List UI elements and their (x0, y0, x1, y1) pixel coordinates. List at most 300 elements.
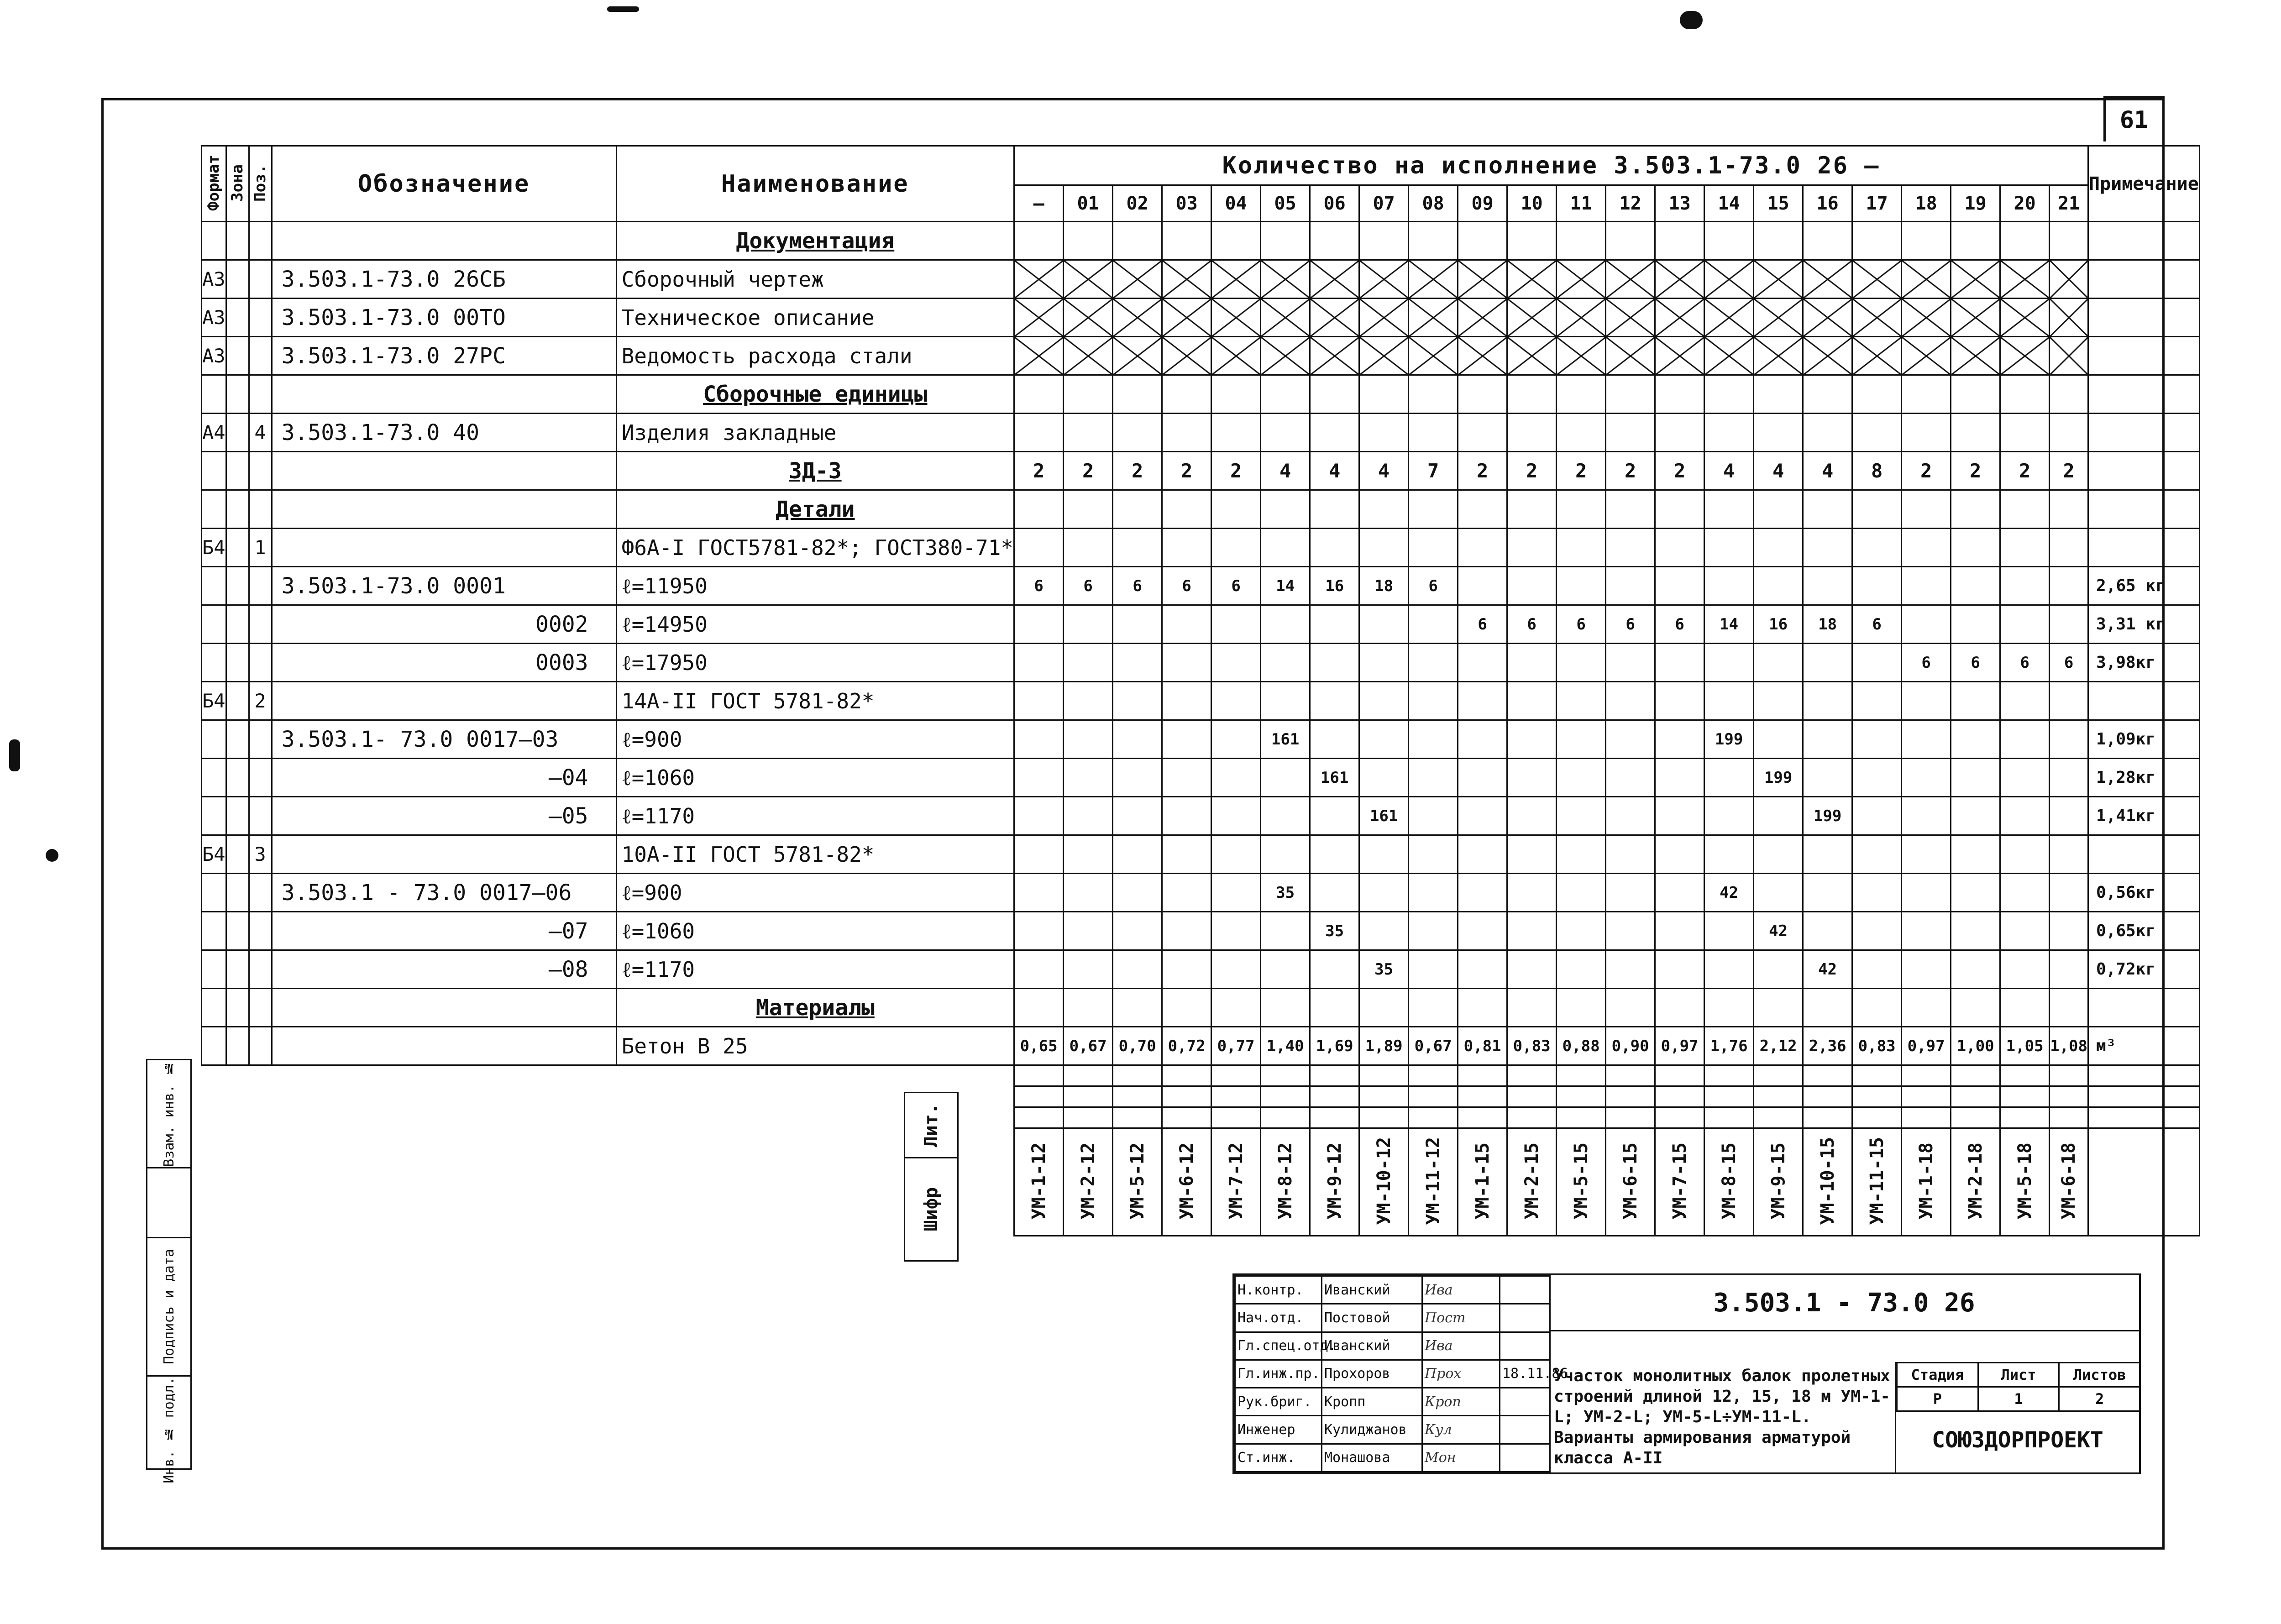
signature-mark: Пост (1422, 1304, 1500, 1332)
qty-cell (1704, 222, 1754, 260)
qty-cell (2050, 605, 2088, 644)
sheet-value: 1 (1978, 1387, 2059, 1411)
qty-cell (1310, 375, 1359, 414)
zone-cell (226, 337, 249, 375)
note-cell: 2,65 кг (2088, 567, 2200, 605)
format-cell (202, 720, 226, 759)
qty-cell: 6 (1064, 567, 1113, 605)
table-row (202, 529, 2200, 567)
signature-date (1500, 1276, 1550, 1304)
qty-cell (1606, 490, 1655, 529)
lit-cell (2050, 1065, 2088, 1086)
qty-cell (1803, 529, 1852, 567)
qty-cell (1852, 797, 1902, 835)
lit-cell (1064, 1107, 1113, 1128)
qty-cell (1606, 299, 1655, 337)
variant-header: 07 (1359, 185, 1409, 222)
scan-mark (9, 739, 20, 771)
signature-name: Монашова (1322, 1444, 1422, 1472)
qty-cell (1261, 375, 1310, 414)
signature-role: Н.контр. (1235, 1276, 1322, 1304)
qty-cell (1507, 720, 1557, 759)
qty-cell (1606, 720, 1655, 759)
note-cell: 3,98кг (2088, 644, 2200, 682)
table-row (202, 337, 2200, 375)
qty-cell (1803, 222, 1852, 260)
lit-cell (1704, 1107, 1754, 1128)
qty-cell (1261, 759, 1310, 797)
qty-cell (1557, 989, 1606, 1027)
cipher-code: УМ-5-12 (1127, 1142, 1148, 1220)
qty-cell (1704, 950, 1754, 989)
qty-cell (2050, 759, 2088, 797)
qty-cell (1902, 260, 1951, 299)
designation-cell (272, 529, 616, 567)
name-cell: Материалы (616, 989, 1014, 1027)
replace-inv-label: Взам. инв. № (161, 1060, 177, 1167)
designation-cell: 3.503.1-73.0 0001 (272, 567, 616, 605)
format-cell (202, 874, 226, 912)
qty-cell: 2 (1902, 452, 1951, 490)
qty-cell (1754, 835, 1803, 874)
lit-cell (1409, 1086, 1458, 1107)
note-cell: 1,28кг (2088, 759, 2200, 797)
name-cell: Ф6А-I ГОСТ5781-82*; ГОСТ380-71* (616, 529, 1014, 567)
qty-cell (1803, 835, 1852, 874)
qty-cell (1557, 260, 1606, 299)
cipher-cell (1162, 1128, 1211, 1236)
blank-area (202, 1086, 1014, 1107)
qty-cell (1310, 644, 1359, 682)
variant-header: 14 (1704, 185, 1754, 222)
qty-cell (2000, 989, 2050, 1027)
name-cell: Техническое описание (616, 299, 1014, 337)
qty-cell (1951, 950, 2000, 989)
qty-cell (1754, 260, 1803, 299)
lit-cell (1261, 1086, 1310, 1107)
qty-cell (1754, 682, 1803, 720)
qty-cell (1458, 414, 1507, 452)
qty-cell (1655, 414, 1704, 452)
qty-cell (2000, 567, 2050, 605)
qty-cell (1113, 797, 1162, 835)
qty-cell (2050, 567, 2088, 605)
qty-cell (1359, 835, 1409, 874)
qty-cell (1162, 222, 1211, 260)
qty-cell (1458, 874, 1507, 912)
zone-cell (226, 605, 249, 644)
qty-cell (2050, 222, 2088, 260)
lit-cell (1655, 1086, 1704, 1107)
qty-cell (1014, 605, 1064, 644)
qty-cell: 6 (2050, 644, 2088, 682)
inv-original-label: Инв. № подл. (161, 1376, 177, 1483)
qty-cell (2050, 490, 2088, 529)
cipher-code: УМ-1-15 (1472, 1142, 1493, 1220)
qty-cell (1409, 490, 1458, 529)
lit-cell (1902, 1086, 1951, 1107)
qty-cell (1704, 299, 1754, 337)
qty-cell (1211, 950, 1261, 989)
lit-cell (1704, 1065, 1754, 1086)
signature-date (1500, 1416, 1550, 1444)
zone-cell (226, 529, 249, 567)
qty-cell: 0,97 (1902, 1027, 1951, 1065)
qty-cell (1409, 759, 1458, 797)
note-cell: 1,09кг (2088, 720, 2200, 759)
qty-cell (1211, 605, 1261, 644)
variant-header: — (1014, 185, 1064, 222)
format-cell: А3 (202, 299, 226, 337)
qty-cell (1458, 490, 1507, 529)
qty-cell (2000, 490, 2050, 529)
cipher-cell (1754, 1128, 1803, 1236)
qty-cell (2000, 682, 2050, 720)
cipher-cell (1458, 1128, 1507, 1236)
lit-cell (1458, 1086, 1507, 1107)
qty-cell: 7 (1409, 452, 1458, 490)
qty-cell (1409, 720, 1458, 759)
qty-cell (1704, 375, 1754, 414)
cipher-cell (1359, 1128, 1409, 1236)
qty-cell (1852, 222, 1902, 260)
designation-cell: 3.503.1-73.0 40 (272, 414, 616, 452)
qty-cell (1852, 989, 1902, 1027)
qty-cell (1704, 567, 1754, 605)
qty-cell (1014, 797, 1064, 835)
cipher-cell (1014, 1128, 1064, 1236)
table-row (202, 1128, 2200, 1236)
lit-cell (1211, 1086, 1261, 1107)
qty-cell (1310, 835, 1359, 874)
cipher-code: УМ-6-15 (1620, 1142, 1641, 1220)
qty-cell: 0,67 (1409, 1027, 1458, 1065)
qty-cell (1852, 835, 1902, 874)
qty-cell (2050, 989, 2088, 1027)
cipher-code: УМ-2-12 (1077, 1142, 1099, 1220)
qty-cell: 6 (1458, 605, 1507, 644)
lit-cell (1014, 1086, 1064, 1107)
qty-cell (1951, 490, 2000, 529)
qty-cell (1014, 989, 1064, 1027)
qty-cell (1803, 644, 1852, 682)
blank-area (202, 1107, 1014, 1128)
qty-cell (1014, 874, 1064, 912)
stage-value: Р (1897, 1387, 1978, 1411)
cipher-cell (1409, 1128, 1458, 1236)
qty-cell (1064, 337, 1113, 375)
qty-cell (1409, 797, 1458, 835)
qty-cell: 1,76 (1704, 1027, 1754, 1065)
sheet-label: Лист (1978, 1363, 2059, 1387)
qty-cell: 6 (1211, 567, 1261, 605)
lit-cell (1852, 1065, 1902, 1086)
qty-cell (1803, 759, 1852, 797)
qty-cell (1064, 490, 1113, 529)
qty-cell (1064, 797, 1113, 835)
qty-cell (1704, 682, 1754, 720)
qty-cell (1852, 490, 1902, 529)
qty-cell (2000, 912, 2050, 950)
qty-cell: 0,83 (1852, 1027, 1902, 1065)
qty-cell (1606, 414, 1655, 452)
pos-cell (249, 222, 272, 260)
qty-cell: 161 (1261, 720, 1310, 759)
qty-cell (1162, 720, 1211, 759)
qty-cell: 18 (1803, 605, 1852, 644)
qty-cell (1409, 375, 1458, 414)
lit-cell (1507, 1107, 1557, 1128)
zone-cell (226, 912, 249, 950)
lit-cell (1606, 1107, 1655, 1128)
qty-cell: 4 (1704, 452, 1754, 490)
stage-sheet-table (1896, 1362, 2141, 1412)
signature-name: Кулиджанов (1322, 1416, 1422, 1444)
qty-cell (1902, 950, 1951, 989)
qty-cell (1162, 874, 1211, 912)
signature-mark: Кроп (1422, 1388, 1500, 1416)
zone-cell (226, 644, 249, 682)
qty-cell (1655, 950, 1704, 989)
qty-cell (1557, 950, 1606, 989)
qty-cell (1064, 759, 1113, 797)
qty-cell (2050, 375, 2088, 414)
lit-cell (1162, 1086, 1211, 1107)
qty-cell (1064, 529, 1113, 567)
qty-cell (1507, 682, 1557, 720)
qty-cell: 0,97 (1655, 1027, 1704, 1065)
qty-cell (1113, 874, 1162, 912)
pos-cell (249, 375, 272, 414)
format-cell (202, 950, 226, 989)
qty-cell: 2,12 (1754, 1027, 1803, 1065)
qty-cell (1409, 222, 1458, 260)
note-cell: 0,56кг (2088, 874, 2200, 912)
qty-cell (1014, 299, 1064, 337)
designation-cell: —05 (272, 797, 616, 835)
qty-cell (1261, 950, 1310, 989)
cipher-code: УМ-2-18 (1965, 1142, 1986, 1220)
qty-cell (1803, 874, 1852, 912)
qty-cell (1606, 644, 1655, 682)
qty-cell (1359, 529, 1409, 567)
designation-cell: —07 (272, 912, 616, 950)
qty-cell (1113, 950, 1162, 989)
lit-cell (2000, 1065, 2050, 1086)
note-cell (2088, 222, 2200, 260)
cipher-code: УМ-6-18 (2058, 1142, 2080, 1220)
qty-cell (1557, 720, 1606, 759)
signature-row (1235, 1388, 1550, 1416)
qty-cell (1014, 720, 1064, 759)
qty-cell (1458, 529, 1507, 567)
variant-header: 09 (1458, 185, 1507, 222)
qty-cell (1162, 644, 1211, 682)
section-row (202, 490, 2200, 529)
qty-cell (1113, 912, 1162, 950)
qty-cell (1409, 260, 1458, 299)
qty-cell (1310, 337, 1359, 375)
table-row (202, 950, 2200, 989)
qty-cell (1261, 222, 1310, 260)
qty-cell (1852, 337, 1902, 375)
qty-cell (1951, 337, 2000, 375)
note-cell (2088, 375, 2200, 414)
qty-cell (1261, 337, 1310, 375)
qty-cell (2000, 759, 2050, 797)
name-cell: ℓ=1170 (616, 797, 1014, 835)
signature-role: Рук.бриг. (1235, 1388, 1322, 1416)
name-cell: Изделия закладные (616, 414, 1014, 452)
qty-cell (1409, 682, 1458, 720)
signature-row (1235, 1444, 1550, 1472)
qty-cell (1902, 912, 1951, 950)
qty-cell (1704, 490, 1754, 529)
signature-role: Нач.отд. (1235, 1304, 1322, 1332)
cipher-code: УМ-7-15 (1669, 1142, 1690, 1220)
designation-cell (272, 222, 616, 260)
lit-cell (1359, 1107, 1409, 1128)
pos-cell: 4 (249, 414, 272, 452)
zone-cell (226, 682, 249, 720)
variant-header: 02 (1113, 185, 1162, 222)
qty-cell (1064, 989, 1113, 1027)
qty-cell: 161 (1310, 759, 1359, 797)
table-row (202, 797, 2200, 835)
qty-cell (1852, 299, 1902, 337)
cipher-cell (1655, 1128, 1704, 1236)
lit-cell (1014, 1107, 1064, 1128)
variant-header: 10 (1507, 185, 1557, 222)
qty-cell (1803, 989, 1852, 1027)
cipher-cell (1261, 1128, 1310, 1236)
qty-cell (1655, 529, 1704, 567)
qty-cell (1803, 375, 1852, 414)
qty-cell (1310, 414, 1359, 452)
qty-cell (1557, 337, 1606, 375)
qty-cell (1458, 222, 1507, 260)
scan-mark (1680, 11, 1703, 29)
signature-name: Иванский (1322, 1276, 1422, 1304)
qty-cell (1507, 337, 1557, 375)
qty-cell (1310, 950, 1359, 989)
table-row (202, 682, 2200, 720)
qty-cell (1162, 759, 1211, 797)
qty-cell (1655, 912, 1704, 950)
lit-cell (1359, 1086, 1409, 1107)
qty-cell (1162, 414, 1211, 452)
qty-cell (1014, 529, 1064, 567)
qty-cell (1507, 567, 1557, 605)
qty-cell (1902, 682, 1951, 720)
signature-name: Кропп (1322, 1388, 1422, 1416)
qty-cell (1113, 605, 1162, 644)
qty-cell (1014, 260, 1064, 299)
qty-cell (1852, 720, 1902, 759)
zone-cell (226, 414, 249, 452)
qty-cell: 4 (1261, 452, 1310, 490)
header-note: Примечание (2088, 146, 2200, 222)
qty-cell (1655, 567, 1704, 605)
qty-cell (1211, 375, 1261, 414)
name-cell: 14А-II ГОСТ 5781-82* (616, 682, 1014, 720)
qty-cell (1409, 950, 1458, 989)
lit-cell (2050, 1107, 2088, 1128)
qty-cell (1951, 567, 2000, 605)
name-cell: ℓ=17950 (616, 644, 1014, 682)
signature-mark: Ива (1422, 1332, 1500, 1360)
signature-date (1500, 1332, 1550, 1360)
format-cell (202, 797, 226, 835)
qty-cell (1557, 222, 1606, 260)
qty-cell (1557, 797, 1606, 835)
qty-cell (1803, 260, 1852, 299)
designation-cell (272, 835, 616, 874)
pos-cell (249, 260, 272, 299)
lit-cell (1458, 1107, 1507, 1128)
qty-cell (1704, 260, 1754, 299)
qty-cell (1113, 720, 1162, 759)
qty-cell (1507, 299, 1557, 337)
qty-cell (1113, 682, 1162, 720)
qty-cell (1211, 299, 1261, 337)
signature-role: Гл.инж.пр. (1235, 1360, 1322, 1388)
qty-cell (1557, 912, 1606, 950)
qty-cell: 14 (1261, 567, 1310, 605)
qty-cell (1754, 720, 1803, 759)
page-number: 61 (2103, 96, 2165, 141)
zone-cell (226, 835, 249, 874)
qty-cell (2000, 375, 2050, 414)
qty-cell (1113, 835, 1162, 874)
qty-cell (1951, 222, 2000, 260)
lit-cell (1951, 1065, 2000, 1086)
blank-area (202, 1065, 1014, 1086)
qty-cell (1211, 912, 1261, 950)
qty-cell (1310, 605, 1359, 644)
qty-cell (1211, 337, 1261, 375)
lit-cell (1064, 1086, 1113, 1107)
qty-cell: 0,77 (1211, 1027, 1261, 1065)
table-row (202, 759, 2200, 797)
lit-cell (1754, 1107, 1803, 1128)
qty-cell (1803, 337, 1852, 375)
qty-cell (1261, 260, 1310, 299)
signature-role: Инженер (1235, 1416, 1322, 1444)
format-cell (202, 490, 226, 529)
designation-cell (272, 452, 616, 490)
qty-cell (1951, 529, 2000, 567)
qty-cell (1162, 682, 1211, 720)
variant-header: 16 (1803, 185, 1852, 222)
qty-cell (2050, 797, 2088, 835)
qty-cell (1507, 912, 1557, 950)
qty-cell (1162, 950, 1211, 989)
designation-cell: 3.503.1- 73.0 0017—03 (272, 720, 616, 759)
cipher-code: УМ-10-12 (1373, 1137, 1395, 1225)
qty-cell (1902, 529, 1951, 567)
qty-cell (1310, 720, 1359, 759)
name-cell: Ведомость расхода стали (616, 337, 1014, 375)
qty-cell: 14 (1704, 605, 1754, 644)
format-cell (202, 912, 226, 950)
name-cell: ℓ=1060 (616, 912, 1014, 950)
qty-cell (1704, 797, 1754, 835)
qty-cell: 2,36 (1803, 1027, 1852, 1065)
lit-cell (2050, 1086, 2088, 1107)
qty-cell (1704, 989, 1754, 1027)
signature-date: 18.11.86 (1500, 1360, 1550, 1388)
